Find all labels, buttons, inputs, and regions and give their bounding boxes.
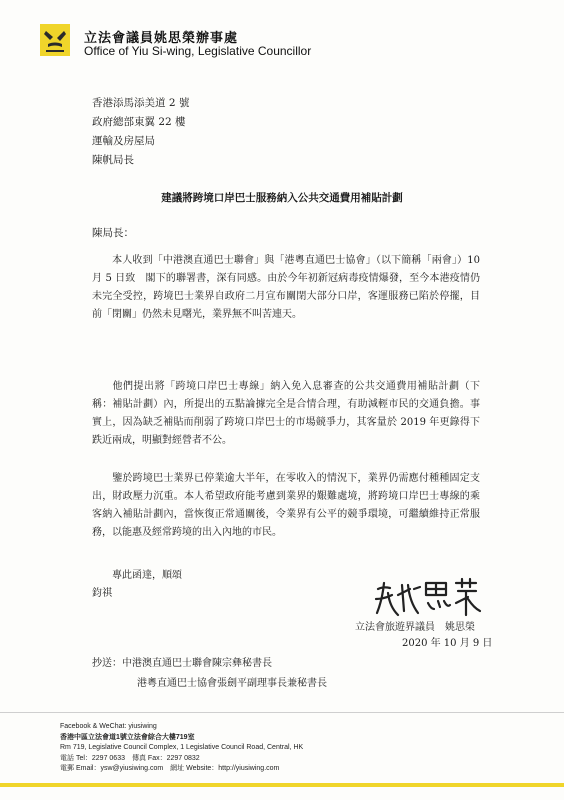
footer-address-cn: 香港中區立法會道1號立法會綜合大樓719室 — [60, 733, 195, 741]
cc-label: 抄送： — [92, 658, 122, 669]
paragraph-text: 鑒於跨境巴士業界已停業逾大半年，在零收入的情況下，業界仍需應付種種固定支出，財政壓力沉重。本人希望政府能考慮到業界的艱難處境，將跨境口岸巴士專線的乘客納入補貼計劃內，當恢復正常通關後，令業界有公平的競爭環境，可繼續維持正常服務，以能惠及經常跨境的出入內地的市民。 — [92, 473, 480, 538]
address-line: 陳帆局長 — [92, 154, 134, 166]
address-line: 運輸及房屋局 — [92, 135, 155, 147]
cc-block — [92, 654, 327, 694]
footer-tel-fax: 電話 Tel：2297 0633 傳真 Fax：2297 0832 — [60, 754, 200, 762]
letterhead-title-cn: 立法會議員姚思榮辦事處 — [84, 31, 239, 46]
paragraph-text: 本人收到「中港澳直通巴士聯會」與「港粵直通巴士協會」（以下簡稱「兩會」）10 月 5 日致 閣下的聯署書，深有同感。由於今年初新冠病毒疫情爆發，至今本港疫情仍未完全受控，跨境巴士業界自政府二月宣布關閉大部分口岸，客運服務已陷於停擺，目前「閉關」仍然未見曙光，業界無不叫苦連天。 — [92, 255, 480, 320]
handwritten-signature — [372, 575, 482, 621]
closing-line-1: 專此函達，順頌 — [112, 570, 182, 581]
footer-divider — [0, 712, 564, 713]
footer-color-bar — [0, 783, 564, 787]
greeting: 陳局長： — [92, 227, 134, 239]
body-paragraph-3 — [92, 470, 480, 542]
recipient-address — [92, 94, 189, 170]
footer-contact — [60, 722, 303, 775]
closing-line-2: 鈞祺 — [92, 588, 112, 599]
office-logo-icon — [40, 24, 70, 56]
closing — [92, 567, 182, 603]
cc-recipient-2: 港粵直通巴士協會張劍平副理事長兼秘書長 — [137, 678, 327, 689]
body-paragraph-2 — [92, 378, 480, 450]
footer-email-web: 電郵 Email：ysw@yiusiwing.com 網址 Website：http://yiusiwing.com — [60, 765, 280, 772]
letterhead-title-en: Office of Yiu Si-wing, Legislative Councillor — [84, 44, 312, 58]
letter-subject: 建議將跨境口岸巴士服務納入公共交通費用補貼計劃 — [161, 192, 403, 204]
footer-address-en: Rm 719, Legislative Council Complex, 1 Legislative Council Road, Central, HK — [60, 744, 304, 751]
signer-name: 立法會旅遊界議員 姚思榮 — [355, 622, 475, 633]
cc-recipient-1: 中港澳直通巴士聯會陳宗彝秘書長 — [122, 658, 272, 669]
letter-date: 2020 年 10 月 9 日 — [402, 638, 493, 649]
body-paragraph-1 — [92, 252, 480, 324]
footer-social: Facebook & WeChat: yiusiwing — [60, 723, 157, 730]
address-line: 香港添馬添美道 2 號 — [92, 97, 190, 109]
address-line: 政府總部東翼 22 樓 — [92, 116, 186, 128]
paragraph-text: 他們提出將「跨境口岸巴士專線」納入免入息審查的公共交通費用補貼計劃（下稱：補貼計劃）內，所提出的五點論據完全是合情合理，有助減輕市民的交通負擔。事實上，因為缺乏補貼而削弱了跨境口岸巴士的市場競爭力，其客量於 2019 年更錄得下跌近兩成，明顯對經營者不公。 — [92, 381, 480, 446]
